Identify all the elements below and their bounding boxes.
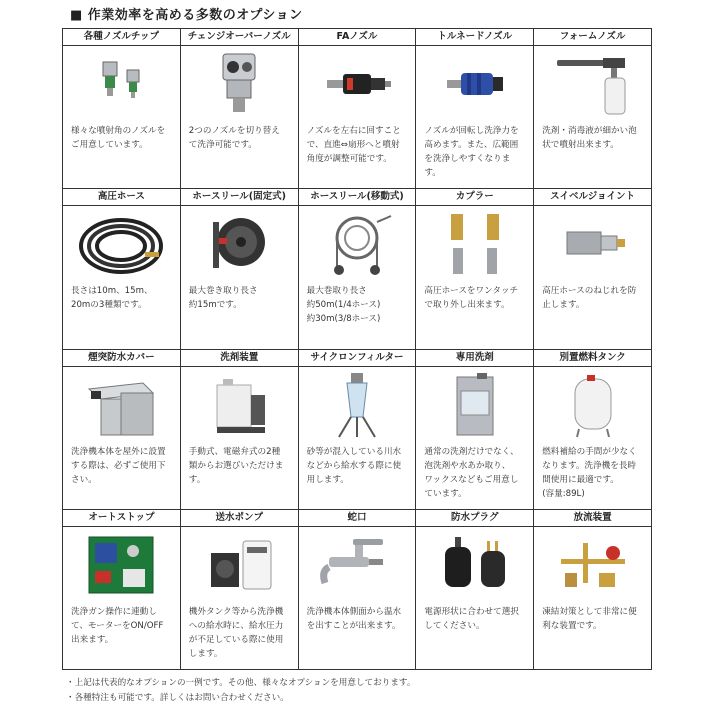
option-cell [63,29,181,189]
option-description: 様々な噴射角のノズルを ご用意しています。 [71,126,166,150]
auto-stop-icon [63,527,180,603]
fa-nozzle-icon [299,46,416,122]
option-description: 洗浄機本体側面から温水 を出すことが出来ます。 [306,606,402,631]
cyclone-filter-icon [299,367,416,443]
option-description: 砂等が混入している川水 などから給水する際に使 用します。 [306,446,402,485]
footnote: ・上記は代表的なオプションの一例です。その他、様々なオプションを用意しております。 [66,678,416,688]
option-name: ホースリール(固定式) [181,189,298,206]
option-description: 機外タンク等から洗浄機 への給水時に、給水圧力 が不足している際に使用 します。 [188,606,284,659]
drain-device-icon [534,527,651,603]
detergent-unit-icon [181,367,298,443]
option-cell [416,510,534,670]
option-cell [181,29,299,189]
option-description: 高圧ホースのねじれを防 止します。 [542,286,637,311]
waterproof-plug-icon [416,527,533,603]
option-description: 燃料補給の手間が少なく なります。洗浄機を長時 間使用に最適です。 (容量:89L) [542,446,637,499]
swivel-joint-icon [534,206,651,282]
option-name: オートストップ [63,510,180,527]
tornado-nozzle-icon [416,46,533,122]
option-description: 長さは10m、15m、 20mの3種類です。 [71,286,153,311]
option-name: 高圧ホース [63,189,180,206]
option-description: 高圧ホースをワンタッチ で取り外し出来ます。 [424,286,519,311]
option-cell [181,350,299,510]
option-description: 最大巻取り長さ 約50m(1/4ホース) 約30m(3/8ホース) [306,286,381,325]
option-cell [63,350,181,510]
fixed-reel-icon [181,206,298,282]
option-description: 洗剤・消毒液が細かい泡 状で噴射出来ます。 [542,126,637,150]
option-cell [299,350,417,510]
option-cell [534,350,652,510]
option-name: トルネードノズル [416,29,533,46]
option-cell [534,189,652,349]
mobile-reel-icon [299,206,416,282]
option-cell [63,189,181,349]
page-title: ■ 作業効率を高める多数のオプション [70,8,303,23]
option-cell [299,29,417,189]
option-name: サイクロンフィルター [299,350,416,367]
option-name: 専用洗剤 [416,350,533,367]
option-description: 電源形状に合わせて選択 してください。 [424,606,519,631]
option-cell [299,189,417,349]
option-name: ホースリール(移動式) [299,189,416,206]
option-name: 蛇口 [299,510,416,527]
option-cell [63,510,181,670]
coupler-icon [416,206,533,282]
option-name: 放流装置 [534,510,651,527]
hose-icon [63,206,180,282]
option-cell [299,510,417,670]
option-description: 手動式、電磁弁式の2種 類からお選びいただけま す。 [188,446,284,485]
option-description: ノズルを左右に回すこと で、直進⇔扇形へと噴射 角度が調整可能です。 [306,126,401,164]
option-description: 凍結対策として非常に便 利な装置です。 [542,606,637,631]
option-cell [416,350,534,510]
detergent-can-icon [416,367,533,443]
option-name: 防水プラグ [416,510,533,527]
option-cell [181,189,299,349]
water-pump-icon [181,527,298,603]
option-name: 別置燃料タンク [534,350,651,367]
footnotes [66,676,415,706]
option-name: カプラー [416,189,533,206]
option-name: スイベルジョイント [534,189,651,206]
option-name: 煙突防水カバー [63,350,180,367]
option-name: FAノズル [299,29,416,46]
chimney-cover-icon [63,367,180,443]
option-name: フォームノズル [534,29,651,46]
option-description: 最大巻き取り長さ 約15mです。 [188,286,258,311]
fuel-tank-icon [534,367,651,443]
option-cell [416,189,534,349]
foam-nozzle-icon [534,46,651,122]
option-cell [534,29,652,189]
option-name: 各種ノズルチップ [63,29,180,46]
option-description: 洗浄ガン操作に連動し て、モーターをON/OFF 出来ます。 [71,606,164,645]
faucet-icon [299,527,416,603]
changeover-nozzle-icon [181,46,298,122]
footnote: ・各種特注も可能です。詳しくはお問い合わせください。 [66,693,289,703]
option-description: 洗浄機本体を屋外に設置 する際は、必ずご使用下 さい。 [71,446,166,485]
option-name: チェンジオーバーノズル [181,29,298,46]
option-cell [181,510,299,670]
option-cell [416,29,534,189]
option-cell [534,510,652,670]
option-description: 通常の洗剤だけでなく、 泡洗剤や水あか取り、 ワックスなどもご用意し ています。 [424,446,519,499]
options-grid [62,28,652,670]
option-description: 2つのノズルを切り替え て洗浄可能です。 [188,126,280,150]
option-name: 送水ポンプ [181,510,298,527]
option-name: 洗剤装置 [181,350,298,367]
nozzle-tips-icon [63,46,180,122]
option-description: ノズルが回転し洗浄力を 高めます。また、広範囲 を洗浄しやすくなりま す。 [424,126,519,178]
